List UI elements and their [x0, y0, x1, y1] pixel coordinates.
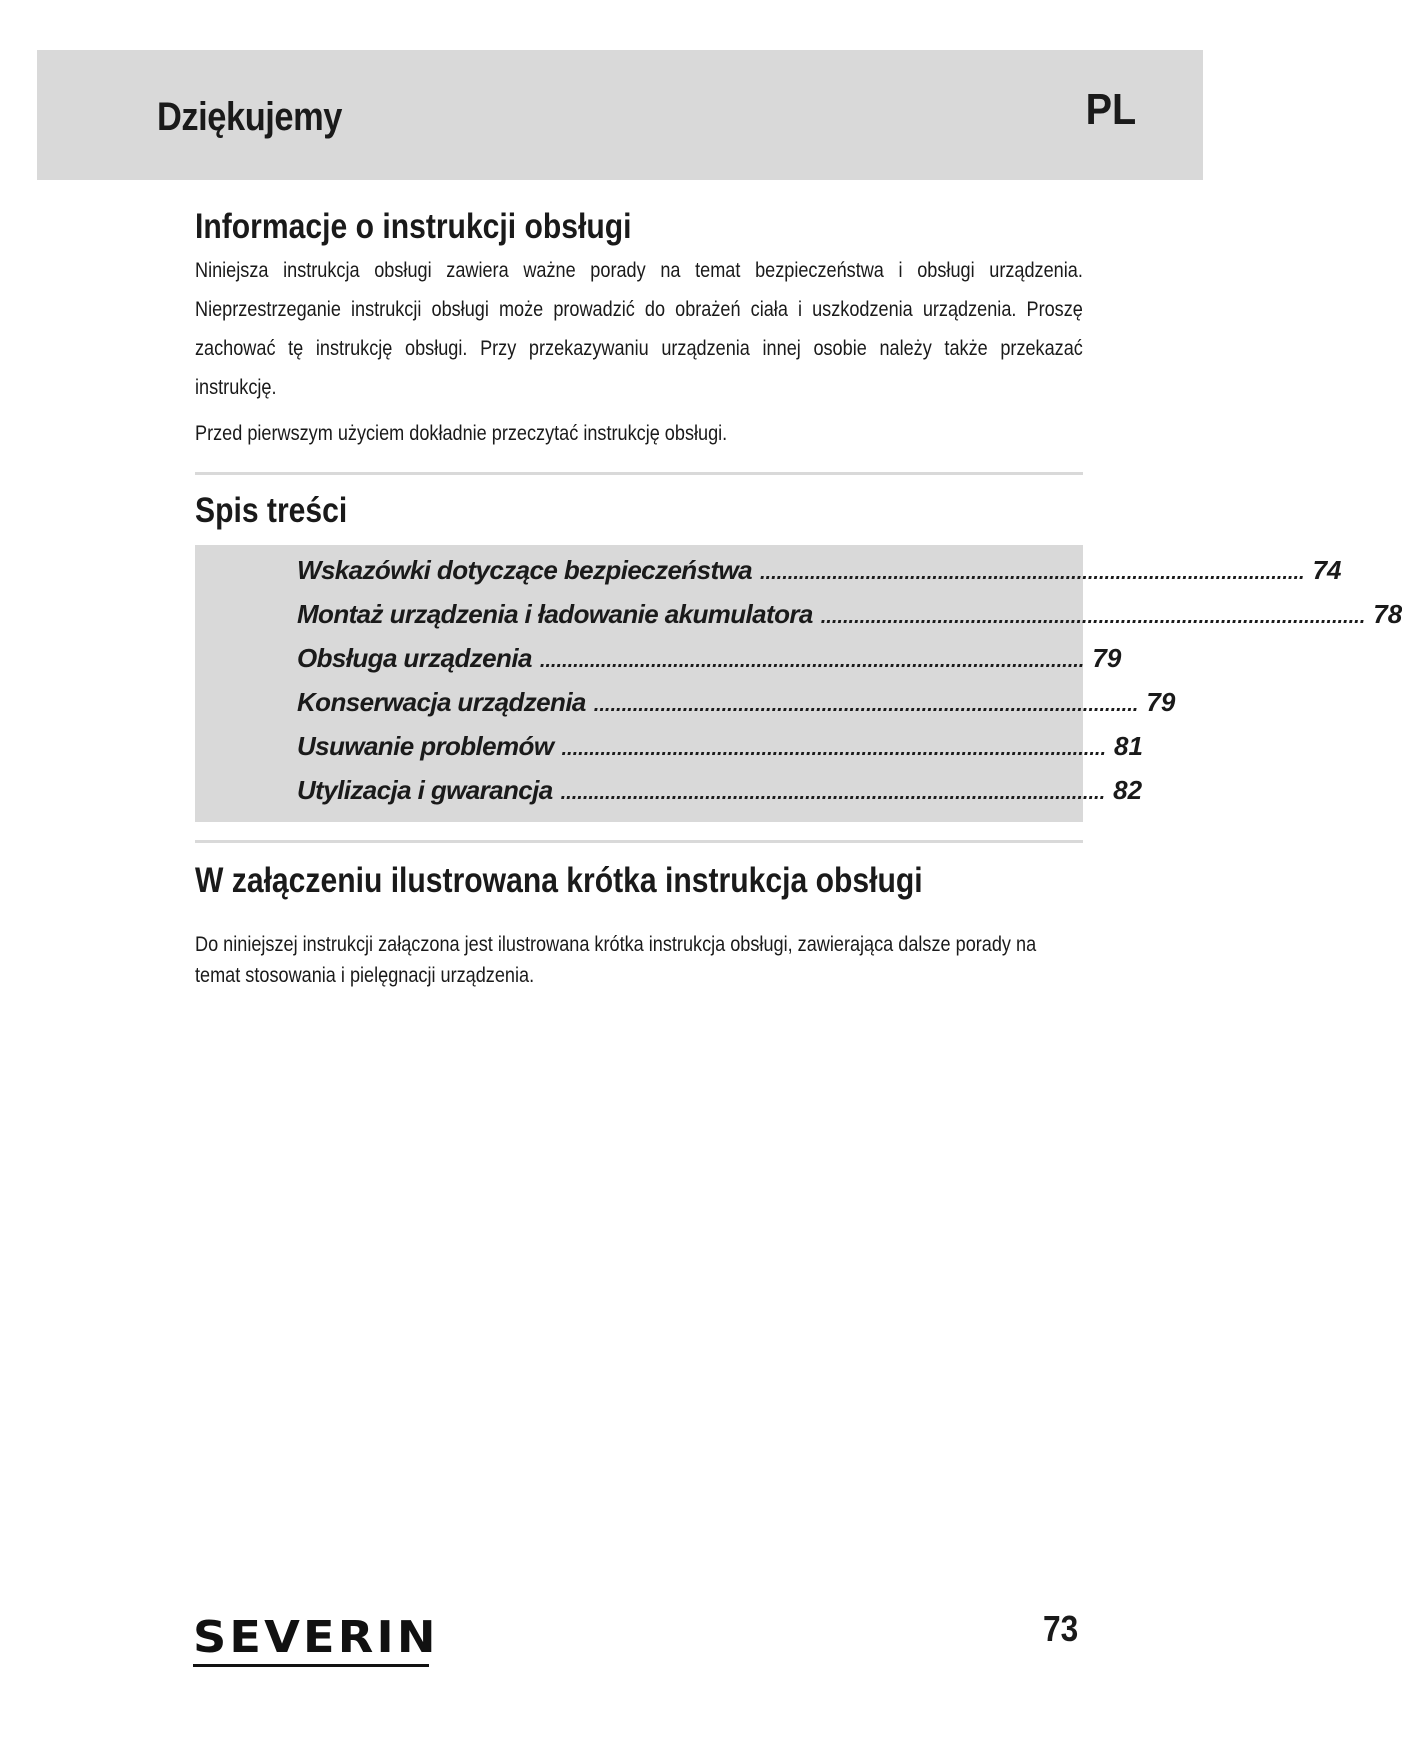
toc-item-label: Utylizacja i gwarancja — [297, 775, 553, 805]
toc-item-page: 81 — [1114, 731, 1143, 761]
annex-paragraph: Do niniejszej instrukcji załączona jest ilustrowana krótka instrukcja obsługi, zawierająca dalsze porady na temat stosowania i pielęgnacji urządzenia. — [195, 933, 1037, 987]
toc-section — [195, 489, 1402, 822]
brand-logo: SEVERIN — [193, 1612, 439, 1663]
toc-leader-dots: .................................................................................................. — [539, 650, 1085, 672]
toc-item[interactable] — [297, 555, 1342, 595]
toc-item-page: 79 — [1092, 643, 1122, 673]
toc-box — [195, 545, 1402, 822]
toc-item[interactable] — [297, 687, 1176, 727]
about-paragraph: Niniejsza instrukcja obsługi zawiera ważne porady na temat bezpieczeństwa i obsługi urządzenia. Nieprzestrzeganie instrukcji obsługi może prowadzić do obrażeń ciała i uszkodzenia urządzenia. Proszę zachować tę instrukcję obsługi. Przy przekazywaniu urządzenia innej osobie należy także przekazać instrukcję. — [195, 259, 1083, 399]
toc-item-page: 74 — [1312, 555, 1342, 585]
page-number: 73 — [1043, 1608, 1079, 1649]
toc-item-page: 78 — [1373, 599, 1402, 629]
toc-item[interactable] — [297, 731, 1143, 771]
toc-item[interactable] — [297, 599, 1402, 639]
toc-leader-dots: .................................................................................................. — [561, 738, 1107, 760]
toc-item-label: Usuwanie problemów — [297, 731, 554, 761]
annex-heading: W załączeniu ilustrowana krótka instrukcja obsługi — [195, 861, 923, 900]
toc-item-label: Montaż urządzenia i ładowanie akumulatora — [297, 599, 813, 629]
toc-item[interactable] — [297, 643, 1122, 683]
page-title: Dziękujemy — [157, 95, 342, 139]
toc-item-label: Wskazówki dotyczące bezpieczeństwa — [297, 555, 752, 585]
about-heading: Informacje o instrukcji obsługi — [195, 207, 632, 246]
brand-logo-underline — [193, 1664, 429, 1667]
toc-leader-dots: .................................................................................................. — [593, 694, 1139, 716]
toc-item-page: 79 — [1146, 687, 1176, 717]
toc-item-page: 82 — [1113, 775, 1143, 805]
about-section — [195, 205, 1083, 449]
language-code: PL — [1085, 85, 1136, 134]
annex-section — [195, 859, 1083, 991]
toc-leader-dots: .................................................................................................. — [820, 606, 1366, 628]
about-note: Przed pierwszym użyciem dokładnie przeczytać instrukcję obsługi. — [195, 422, 728, 445]
toc-item-label: Obsługa urządzenia — [297, 643, 532, 673]
toc-item-label: Konserwacja urządzenia — [297, 687, 586, 717]
toc-item[interactable] — [297, 775, 1143, 815]
toc-heading: Spis treści — [195, 491, 348, 530]
toc-leader-dots: .................................................................................................. — [560, 782, 1106, 804]
main-content — [195, 205, 1402, 991]
toc-leader-dots: .................................................................................................. — [760, 562, 1305, 584]
